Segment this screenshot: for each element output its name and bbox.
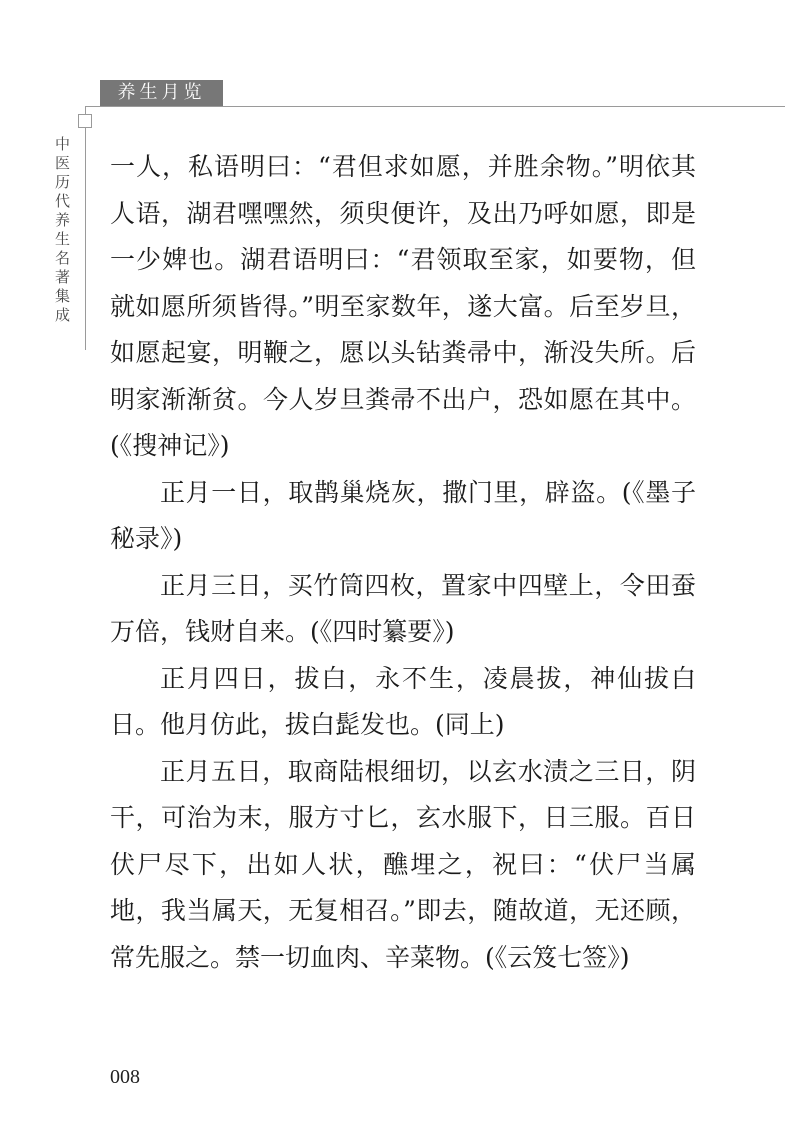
- margin-rule: [85, 106, 86, 350]
- header-rule: [85, 106, 785, 107]
- paragraph-continued: 一人，私语明曰：“君但求如愿，并胜余物。”明依其人语，湖君嘿嘿然，须臾便许，及出乃呼如愿，即是一少婢也。湖君语明曰：“君领取至家，如要物，但就如愿所须皆得。”明至家数年，遂大富。后至岁旦，如愿起宴，明鞭之，愿以头钻粪帚中，渐没失所。后明家渐渐贫。今人岁旦粪帚不出户，恐如愿在其中。(《搜神记》): [110, 152, 696, 460]
- running-header: 养生月览: [100, 80, 223, 106]
- corner-ornament: [78, 114, 92, 128]
- paragraph: 正月四日，拔白，永不生，凌晨拔，神仙拔白日。他月仿此，拔白髭发也。(同上): [110, 663, 696, 739]
- paragraph: 正月一日，取鹊巢烧灰，撒门里，辟盗。(《墨子秘录》): [110, 477, 696, 553]
- series-title-vertical: 中医历代养生名著集成: [53, 136, 71, 326]
- paragraph: 正月三日，买竹筒四枚，置家中四壁上，令田蚕万倍，钱财自来。(《四时纂要》): [110, 570, 696, 646]
- paragraph: 正月五日，取商陆根细切，以玄水渍之三日，阴干，可治为末，服方寸匕，玄水服下，日三服。百日伏尸尽下，出如人状，醮埋之，祝曰：“伏尸当属地，我当属天，无复相召。”即去，随故道，无还顾，常先服之。禁一切血肉、辛菜物。(《云笈七签》): [110, 756, 696, 972]
- page-body: [110, 144, 696, 981]
- page-number: 008: [110, 1066, 140, 1088]
